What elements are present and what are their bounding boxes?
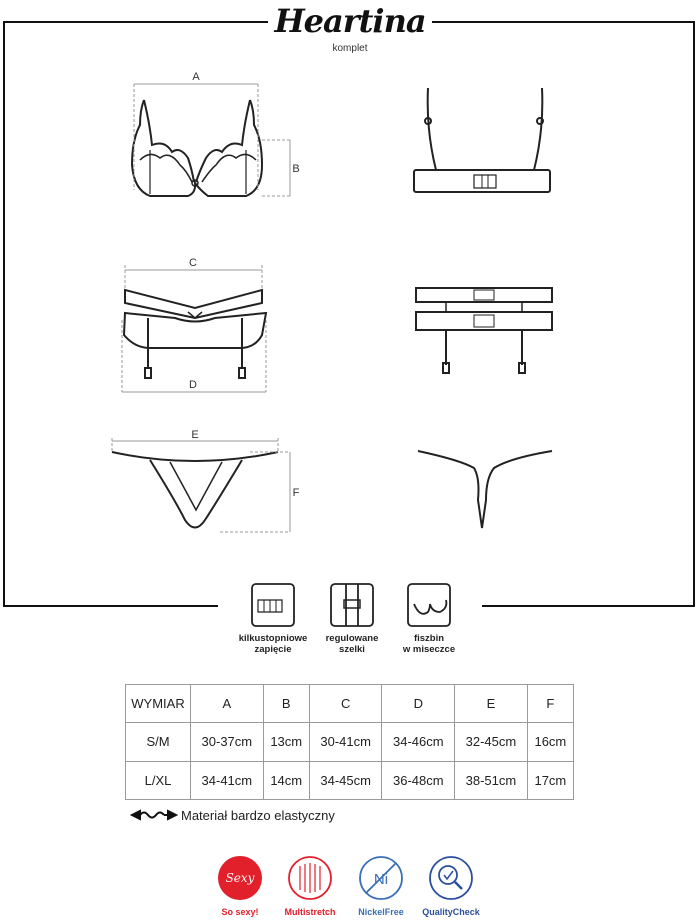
- table-header-cell: A: [191, 685, 264, 723]
- nickel-free-badge-icon: [360, 857, 402, 899]
- bra-front-drawing: [132, 100, 262, 196]
- garter-front-drawing: [124, 290, 266, 378]
- brand-subtitle: komplet: [332, 43, 368, 54]
- badge-label-nickelfree: NickelFree: [358, 907, 404, 917]
- table-cell: 38-51cm: [455, 761, 528, 799]
- table-header-cell: B: [263, 685, 309, 723]
- feature-label-underwire: [379, 633, 479, 655]
- feature-line1: regulowane: [325, 633, 379, 644]
- table-cell: 30-37cm: [191, 723, 264, 761]
- table-cell: 34-46cm: [382, 723, 455, 761]
- table-cell: 32-45cm: [455, 723, 528, 761]
- table-cell: L/XL: [126, 761, 191, 799]
- table-cell: 34-41cm: [191, 761, 264, 799]
- badge-label-multistretch: Multistretch: [284, 907, 336, 917]
- table-header-cell: D: [382, 685, 455, 723]
- table-header-row: [126, 685, 574, 723]
- multistretch-badge-icon: [289, 857, 331, 899]
- adjustable-straps-icon: [331, 584, 373, 626]
- table-cell: 13cm: [263, 723, 309, 761]
- feature-line1: kilkustopniowe: [238, 633, 308, 644]
- sexy-badge-text: Sexy: [225, 871, 255, 885]
- dim-letter-e: E: [191, 429, 199, 441]
- table-cell: 14cm: [263, 761, 309, 799]
- table-cell: 17cm: [527, 761, 573, 799]
- table-cell: 36-48cm: [382, 761, 455, 799]
- table-header-cell: C: [309, 685, 382, 723]
- dim-letter-c: C: [189, 257, 197, 269]
- feature-line2: w miseczce: [402, 644, 456, 655]
- elastic-arrow-icon: [132, 811, 176, 819]
- garter-back-drawing: [416, 288, 552, 373]
- dim-letter-a: A: [192, 71, 200, 83]
- table-cell: 30-41cm: [309, 723, 382, 761]
- thong-front-drawing: [112, 452, 278, 528]
- outer-frame: [4, 22, 694, 606]
- table-row: [126, 723, 574, 761]
- feature-line1: fiszbin: [413, 633, 445, 644]
- table-header-cell: F: [527, 685, 573, 723]
- dim-letter-f: F: [292, 487, 300, 499]
- brand-logo: Heartina: [274, 2, 426, 40]
- elastic-note: Materiał bardzo elastyczny: [181, 808, 335, 823]
- feature-line2: zapięcie: [254, 644, 292, 655]
- thong-back-drawing: [418, 451, 552, 528]
- so-sexy-badge-icon: [218, 856, 262, 900]
- table-row: [126, 761, 574, 799]
- table-cell: 34-45cm: [309, 761, 382, 799]
- dimension-letters: [189, 71, 300, 499]
- dim-lines-thong: [112, 438, 290, 532]
- underwire-cup-icon: [408, 584, 450, 626]
- table-header-cell: E: [455, 685, 528, 723]
- feature-line2: szelki: [339, 644, 365, 655]
- dim-letter-b: B: [292, 163, 300, 175]
- badge-label-sexy: So sexy!: [221, 907, 259, 917]
- size-table: [125, 684, 574, 800]
- badge-label-qualitycheck: QualityCheck: [422, 907, 480, 917]
- table-header-cell: WYMIAR: [126, 685, 191, 723]
- quality-check-badge-icon: [430, 857, 472, 899]
- table-cell: 16cm: [527, 723, 573, 761]
- multi-step-clasp-icon: [252, 584, 294, 626]
- ni-badge-text: Ni: [373, 871, 389, 888]
- bra-back-drawing: [414, 88, 550, 192]
- table-cell: S/M: [126, 723, 191, 761]
- dim-letter-d: D: [189, 379, 197, 391]
- dim-lines-bra: [134, 84, 290, 196]
